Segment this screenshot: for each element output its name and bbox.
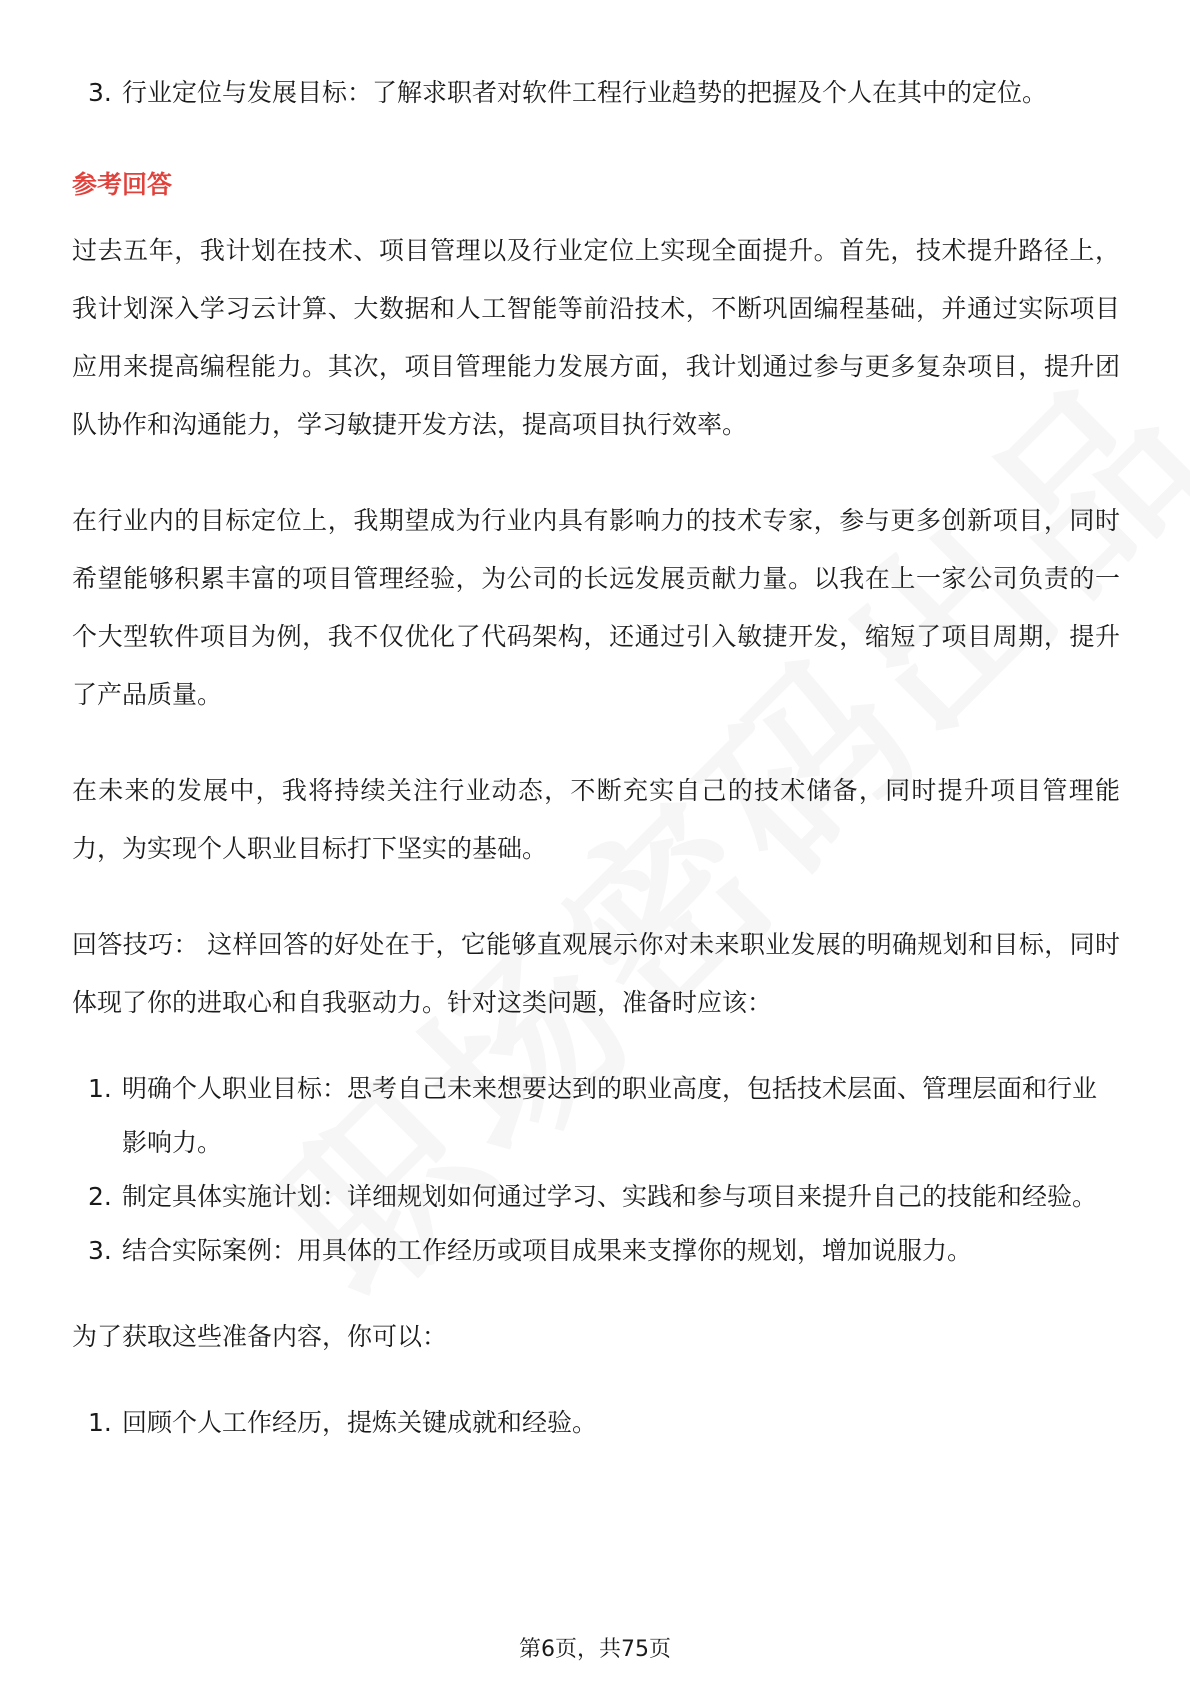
tips-list [72, 1062, 1120, 1278]
list-item-number: 3. [88, 1236, 112, 1265]
list-item [72, 1062, 1120, 1170]
paragraph: 回答技巧： 这样回答的好处在于，它能够直观展示你对未来职业发展的明确规划和目标，同时体现了你的进取心和自我驱动力。针对这类问题，准备时应该： [72, 930, 1120, 1017]
list-item [72, 1224, 1120, 1278]
list-item-number: 1. [88, 1408, 112, 1437]
list-item-text: 行业定位与发展目标：了解求职者对软件工程行业趋势的把握及个人在其中的定位。 [122, 78, 1048, 107]
list-item [72, 1170, 1120, 1224]
paragraph: 在未来的发展中，我将持续关注行业动态，不断充实自己的技术储备，同时提升项目管理能力，为实现个人职业目标打下坚实的基础。 [72, 776, 1120, 863]
list-item-number: 2. [88, 1182, 112, 1211]
list-item-text: 制定具体实施计划：详细规划如何通过学习、实践和参与项目来提升自己的技能和经验。 [122, 1182, 1098, 1211]
list-item [72, 66, 1120, 120]
list-item-text: 结合实际案例：用具体的工作经历或项目成果来支撑你的规划，增加说服力。 [122, 1236, 973, 1265]
paragraph: 过去五年，我计划在技术、项目管理以及行业定位上实现全面提升。首先，技术提升路径上，我计划深入学习云计算、大数据和人工智能等前沿技术，不断巩固编程基础，并通过实际项目应用来提高编程能力。其次，项目管理能力发展方面，我计划通过参与更多复杂项目，提升团队协作和沟通能力，学习敏捷开发方法，提高项目执行效率。 [72, 236, 1120, 439]
section-heading: 参考回答 [72, 170, 173, 199]
page-number: 第6页，共75页 [519, 1637, 671, 1662]
list-item [72, 1396, 1120, 1450]
intro-list [72, 66, 1120, 120]
prep-list [72, 1396, 1120, 1450]
list-item-text: 回顾个人工作经历，提炼关键成就和经验。 [122, 1408, 598, 1437]
paragraph: 在行业内的目标定位上，我期望成为行业内具有影响力的技术专家，参与更多创新项目，同时希望能够积累丰富的项目管理经验，为公司的长远发展贡献力量。以我在上一家公司负责的一个大型软件项目为例，我不仅优化了代码架构，还通过引入敏捷开发，缩短了项目周期，提升了产品质量。 [72, 506, 1120, 709]
list-item-number: 3. [88, 78, 112, 107]
list-item-number: 1. [88, 1074, 112, 1103]
paragraph: 为了获取这些准备内容，你可以： [72, 1322, 448, 1351]
page-content [72, 66, 1120, 1450]
list-item-text: 明确个人职业目标：思考自己未来想要达到的职业高度，包括技术层面、管理层面和行业影响力。 [122, 1074, 1098, 1157]
